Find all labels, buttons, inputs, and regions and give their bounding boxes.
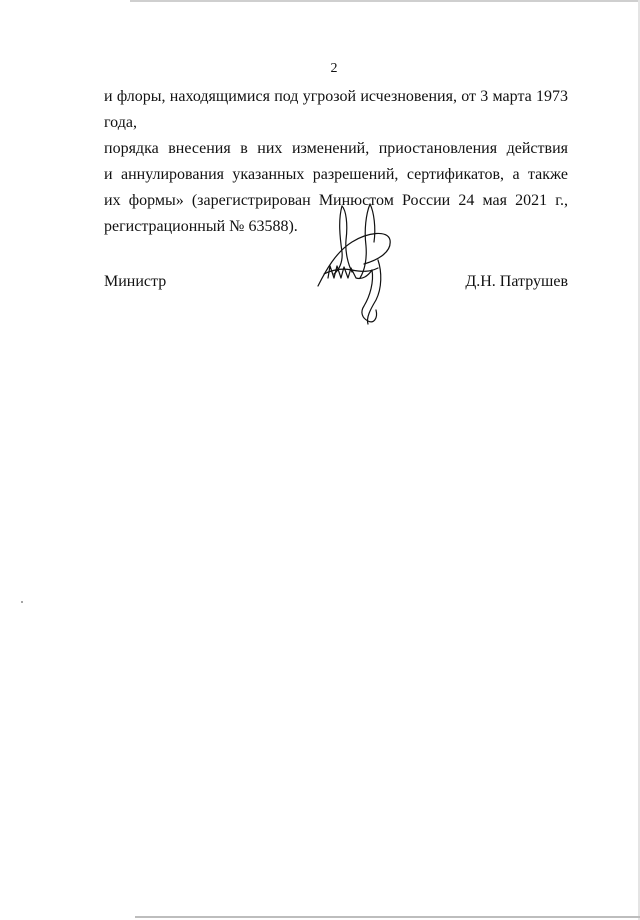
paragraph-line-5: регистрационный № 63588). <box>104 218 298 235</box>
signature-block <box>104 270 568 294</box>
paragraph-line-2: порядка внесения в них изменений, приостановления действия <box>104 140 568 157</box>
scan-artifact-dot <box>21 601 23 603</box>
paragraph-line-4: их формы» (зарегистрирован Минюстом России 24 мая 2021 г., <box>104 192 568 209</box>
handwritten-signature-icon <box>312 200 396 326</box>
signer-name: Д.Н. Патрушев <box>465 273 568 290</box>
scan-edge-top <box>130 0 640 2</box>
page-number: 2 <box>330 61 338 76</box>
signer-title: Министр <box>104 273 167 290</box>
scan-edge-bottom <box>135 916 640 918</box>
paragraph-line-3: и аннулирования указанных разрешений, сертификатов, а также <box>104 166 568 183</box>
paragraph-line-1: и флоры, находящимися под угрозой исчезновения, от 3 марта 1973 года, <box>104 88 568 131</box>
